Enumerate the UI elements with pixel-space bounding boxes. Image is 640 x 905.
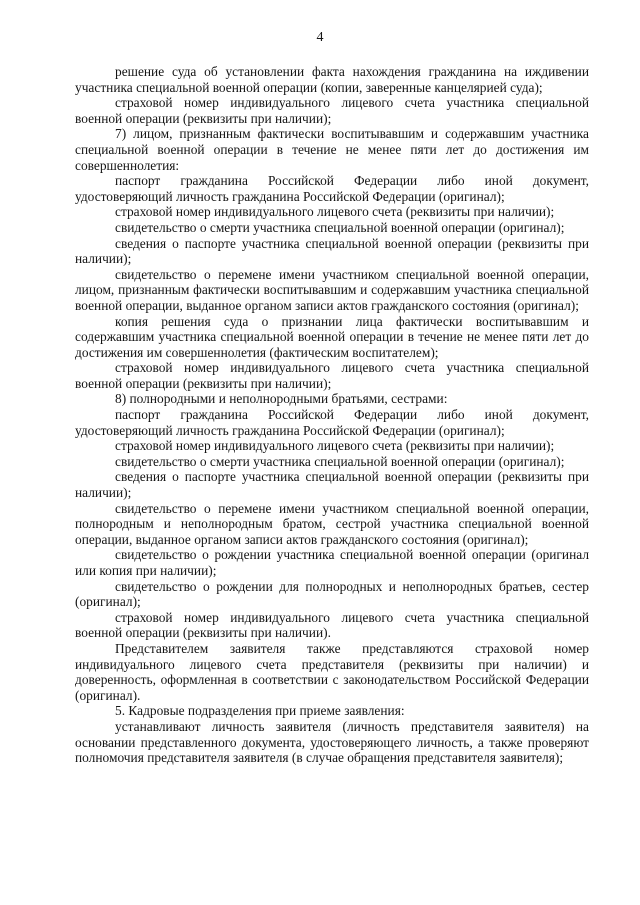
paragraph: страховой номер индивидуального лицевого счета участника специальной военной операции (реквизиты при наличии);: [75, 95, 589, 126]
paragraph: паспорт гражданина Российской Федерации либо иной документ, удостоверяющий личность гражданина Российской Федерации (оригинал);: [75, 173, 589, 204]
paragraph: 5. Кадровые подразделения при приеме заявления:: [115, 703, 405, 719]
paragraph: страховой номер индивидуального лицевого счета участника специальной военной операции (реквизиты при наличии);: [75, 360, 589, 391]
paragraph: свидетельство о перемене имени участником специальной военной операции, лицом, признанным фактически воспитывавшим и содержавшим участника специальной военной операции, выданное органом записи актов гражданского состояния (оригинал);: [75, 266, 589, 313]
paragraph: страховой номер индивидуального лицевого счета (реквизиты при наличии);: [115, 438, 555, 454]
paragraph: устанавливают личность заявителя (личность представителя заявителя) на основании представленного документа, удостоверяющего личность, а также проверяют полномочия представителя заявителя (в случае обращения представителя заявителя);: [75, 718, 589, 766]
paragraph: страховой номер индивидуального лицевого счета участника специальной военной операции (реквизиты при наличии).: [75, 609, 589, 641]
paragraph: копия решения суда о признании лица фактически воспитывавшим и содержавшим участника специальной военной операции в течение не менее пяти лет до достижения им совершеннолетия (фактическим воспитателем);: [75, 313, 589, 360]
document-body: [75, 64, 589, 766]
paragraph: 8) полнородными и неполнородными братьями, сестрами:: [115, 391, 448, 407]
paragraph: свидетельство о перемене имени участником специальной военной операции, полнородным и неполнородным братом, сестрой участника специальной военной операции, выданное органом записи актов гражданского состояния (оригинал);: [75, 500, 589, 547]
paragraph: решение суда об установлении факта нахождения гражданина на иждивении участника специальной военной операции (копии, заверенные канцелярией суда);: [75, 64, 589, 95]
paragraph: свидетельство о смерти участника специальной военной операции (оригинал);: [115, 219, 565, 235]
paragraph: свидетельство о смерти участника специальной военной операции (оригинал);: [115, 453, 565, 469]
paragraph: страховой номер индивидуального лицевого счета (реквизиты при наличии);: [115, 204, 555, 220]
paragraph: сведения о паспорте участника специальной военной операции (реквизиты при наличии);: [75, 469, 589, 501]
paragraph: сведения о паспорте участника специальной военной операции (реквизиты при наличии);: [75, 235, 589, 267]
paragraph: Представителем заявителя также представляются страховой номер индивидуального лицевого счета представителя (реквизиты при наличии) и доверенность, оформленная в соответствии с законодательством Российской Федерации (оригинал).: [75, 640, 589, 703]
paragraph: свидетельство о рождении участника специальной военной операции (оригинал или копия при наличии);: [75, 547, 589, 578]
page-number: 4: [316, 30, 324, 45]
paragraph: свидетельство о рождении для полнородных и неполнородных братьев, сестер (оригинал);: [75, 578, 589, 610]
paragraph: 7) лицом, признанным фактически воспитывавшим и содержавшим участника специальной военной операции в течение не менее пяти лет до достижения им совершеннолетия:: [75, 126, 589, 173]
paragraph: паспорт гражданина Российской Федерации либо иной документ, удостоверяющий личность гражданина Российской Федерации (оригинал);: [75, 407, 589, 438]
